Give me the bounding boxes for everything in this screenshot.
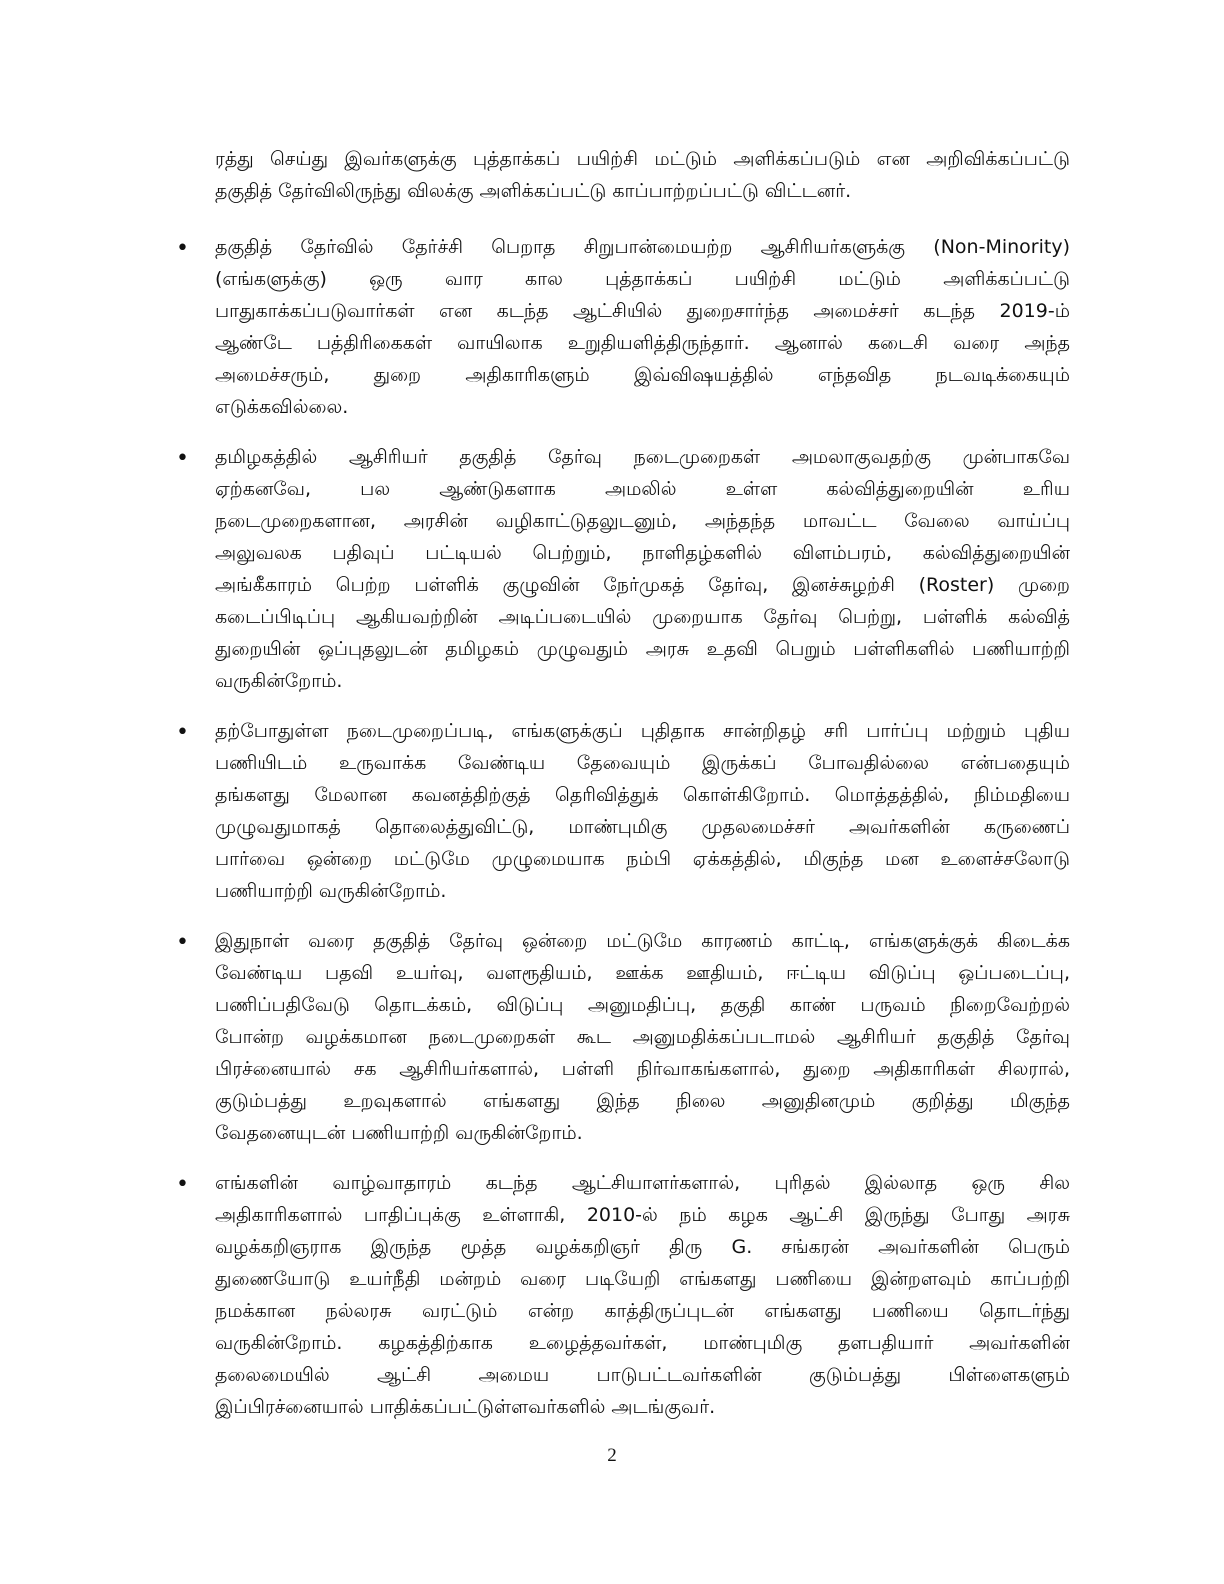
paragraph-line: எங்களின் வாழ்வாதாரம் கடந்த ஆட்சியாளர்களால், புரிதல் இல்லாத ஒரு சில — [215, 1172, 1070, 1194]
paragraph-line: தகுதித் தேர்வில் தேர்ச்சி பெறாத சிறுபான்மையற்ற ஆசிரியர்களுக்கு (Non-Minority) — [215, 236, 1070, 258]
paragraph-line: கடைப்பிடிப்பு ஆகியவற்றின் அடிப்படையில் முறையாக தேர்வு பெற்று, பள்ளிக் கல்வித் — [215, 606, 1070, 628]
paragraph-line: போன்ற வழக்கமான நடைமுறைகள் கூட அனுமதிக்கப்படாமல் ஆசிரியர் தகுதித் தேர்வு — [215, 1026, 1070, 1048]
paragraph-line: தகுதித் தேர்விலிருந்து விலக்கு அளிக்கப்பட்டு காப்பாற்றப்பட்டு விட்டனர். — [215, 180, 852, 202]
bullet-icon: • — [176, 236, 189, 261]
paragraph-line: தலைமையில் ஆட்சி அமைய பாடுபட்டவர்களின் குடும்பத்து பிள்ளைகளும் — [215, 1364, 1070, 1386]
page-number: 2 — [607, 1445, 617, 1466]
paragraph-line: பணியாற்றி வருகின்றோம். — [215, 880, 447, 902]
paragraph-line: குடும்பத்து உறவுகளால் எங்களது இந்த நிலை அனுதினமும் குறித்து மிகுந்த — [215, 1090, 1070, 1112]
paragraph-line: துணையோடு உயர்நீதி மன்றம் வரை படியேறி எங்களது பணியை இன்றளவும் காப்பற்றி — [215, 1268, 1070, 1290]
paragraph-line: நமக்கான நல்லரசு வரட்டும் என்ற காத்திருப்புடன் எங்களது பணியை தொடர்ந்து — [215, 1300, 1070, 1322]
paragraph-line: ரத்து செய்து இவர்களுக்கு புத்தாக்கப் பயிற்சி மட்டும் அளிக்கப்படும் என அறிவிக்கப்பட்டு — [215, 148, 1070, 170]
paragraph-line: தமிழகத்தில் ஆசிரியர் தகுதித் தேர்வு நடைமுறைகள் அமலாகுவதற்கு முன்பாகவே — [215, 446, 1070, 468]
paragraph-line: ஏற்கனவே, பல ஆண்டுகளாக அமலில் உள்ள கல்வித்துறையின் உரிய — [215, 478, 1070, 500]
paragraph-line: வருகின்றோம். கழகத்திற்காக உழைத்தவர்கள், மாண்புமிகு தளபதியார் அவர்களின் — [215, 1332, 1070, 1354]
paragraph-line: அதிகாரிகளால் பாதிப்புக்கு உள்ளாகி, 2010-ல் நம் கழக ஆட்சி இருந்து போது அரசு — [215, 1204, 1070, 1226]
paragraph-line: (எங்களுக்கு) ஒரு வார கால புத்தாக்கப் பயிற்சி மட்டும் அளிக்கப்பட்டு — [215, 268, 1070, 290]
paragraph-line: ஆண்டே பத்திரிகைகள் வாயிலாக உறுதியளித்திருந்தார். ஆனால் கடைசி வரை அந்த — [215, 332, 1070, 354]
paragraph-line: வேண்டிய பதவி உயர்வு, வளரூதியம், ஊக்க ஊதியம், ஈட்டிய விடுப்பு ஒப்படைப்பு, — [215, 962, 1070, 984]
paragraph-line: அலுவலக பதிவுப் பட்டியல் பெற்றும், நாளிதழ்களில் விளம்பரம், கல்வித்துறையின் — [215, 542, 1070, 564]
paragraph-line: எடுக்கவில்லை. — [215, 396, 349, 418]
paragraph-line: வேதனையுடன் பணியாற்றி வருகின்றோம். — [215, 1122, 583, 1144]
paragraph-line: பார்வை ஒன்றை மட்டுமே முழுமையாக நம்பி ஏக்கத்தில், மிகுந்த மன உளைச்சலோடு — [215, 848, 1070, 870]
paragraph-line: அமைச்சரும், துறை அதிகாரிகளும் இவ்விஷயத்தில் எந்தவித நடவடிக்கையும் — [215, 364, 1070, 386]
paragraph-line: தங்களது மேலான கவனத்திற்குத் தெரிவித்துக் கொள்கிறோம். மொத்தத்தில், நிம்மதியை — [215, 784, 1070, 806]
paragraph-line: வழக்கறிஞராக இருந்த மூத்த வழக்கறிஞர் திரு G. சங்கரன் அவர்களின் பெரும் — [215, 1236, 1070, 1258]
paragraph-line: பாதுகாக்கப்படுவார்கள் என கடந்த ஆட்சியில் துறைசார்ந்த அமைச்சர் கடந்த 2019-ம் — [215, 300, 1070, 322]
bullet-icon: • — [176, 720, 189, 745]
paragraph-line: இதுநாள் வரை தகுதித் தேர்வு ஒன்றை மட்டுமே காரணம் காட்டி, எங்களுக்குக் கிடைக்க — [215, 930, 1070, 952]
paragraph-line: பிரச்னையால் சக ஆசிரியர்களால், பள்ளி நிர்வாகங்களால், துறை அதிகாரிகள் சிலரால், — [215, 1058, 1070, 1080]
paragraph-line: இப்பிரச்னையால் பாதிக்கப்பட்டுள்ளவர்களில் அடங்குவர். — [215, 1396, 716, 1418]
paragraph-line: நடைமுறைகளான, அரசின் வழிகாட்டுதலுடனும், அந்தந்த மாவட்ட வேலை வாய்ப்பு — [215, 510, 1070, 532]
paragraph-line: வருகின்றோம். — [215, 670, 343, 692]
paragraph-line: துறையின் ஒப்புதலுடன் தமிழகம் முழுவதும் அரசு உதவி பெறும் பள்ளிகளில் பணியாற்றி — [215, 638, 1070, 660]
bullet-icon: • — [176, 1172, 189, 1197]
bullet-icon: • — [176, 930, 189, 955]
paragraph-line: பணிப்பதிவேடு தொடக்கம், விடுப்பு அனுமதிப்பு, தகுதி காண் பருவம் நிறைவேற்றல் — [215, 994, 1070, 1016]
paragraph-line: முழுவதுமாகத் தொலைத்துவிட்டு, மாண்புமிகு முதலமைச்சர் அவர்களின் கருணைப் — [215, 816, 1070, 838]
paragraph-line: தற்போதுள்ள நடைமுறைப்படி, எங்களுக்குப் புதிதாக சான்றிதழ் சரி பார்ப்பு மற்றும் புதிய — [215, 720, 1070, 742]
bullet-icon: • — [176, 446, 189, 471]
paragraph-line: பணியிடம் உருவாக்க வேண்டிய தேவையும் இருக்கப் போவதில்லை என்பதையும் — [215, 752, 1070, 774]
paragraph-line: அங்கீகாரம் பெற்ற பள்ளிக் குழுவின் நேர்முகத் தேர்வு, இனச்சுழற்சி (Roster) முறை — [215, 574, 1070, 596]
